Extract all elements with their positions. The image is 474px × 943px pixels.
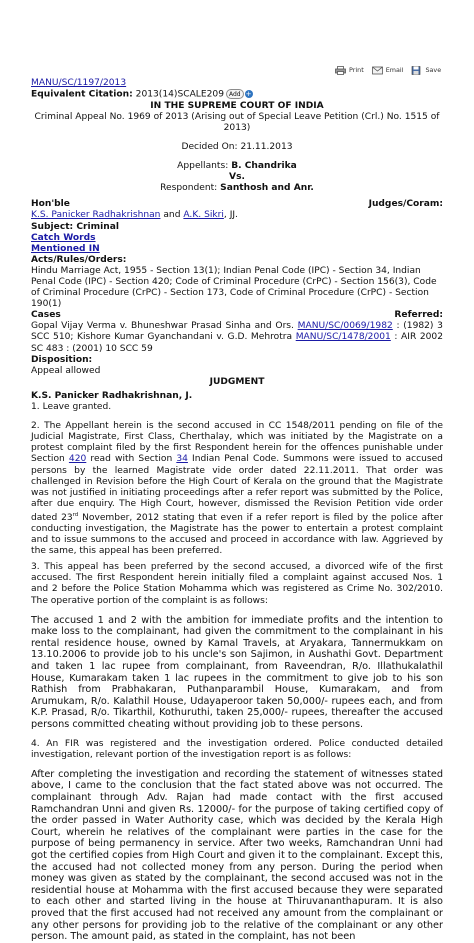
- complaint-quote: The accused 1 and 2 with the ambition for immediate profits and the intention to make loss to the complainant, had given the commitment to the complainant in his rental residence house, owned by Kamal Travels, at Aryakara, Tannermukkam on 13.10.2006 to provide job to his uncle's son Sajimon, in Aushathi Govt. Department and taken 1 lac rupee from complainant, from Raveendran, R/o. Illathukalathil House, Kumarakam taken 1 lac rupees in the commitment to give job to his son Rathish from Prabhakaran, Puthanparambil House, Kumarakam, and from Arumukam, R/o. Kalathil House, Udayaperoor taken 50,000/- rupees each, and from K.P. Prasad, R/o. Tikarthil, Kothuruthi, taken 25,000/- rupees, thereafter the accused persons committed cheating without providing job to these persons.: [31, 614, 443, 730]
- paragraph-4: 4. An FIR was registered and the investigation ordered. Police conducted detailed investigation, relevant portion of the investigation report is as follows:: [31, 738, 443, 760]
- email-label: Email: [385, 66, 404, 74]
- and-text: and: [163, 210, 181, 221]
- acts-label: Acts/Rules/Orders:: [31, 254, 127, 265]
- mentioned-in-link[interactable]: Mentioned IN: [31, 243, 100, 254]
- p2-part-c: Indian Penal Code. Summons were issued to accused persons by the learned Magistrate vide order dated 22.11.2011. That order was challenged in Revision before the High Court of Kerala on the ground that the Magistrate was not justified in initiating proceedings after a refer report was submitted by the Police, after due enquiry. The High Court, however, dismissed the Revision Petition vide order dated 23: [31, 454, 443, 523]
- case1-text: Gopal Vijay Verma v. Bhuneshwar Prasad Sinha and Ors.: [31, 321, 294, 332]
- appellants-line: [31, 161, 443, 172]
- paragraph-2: [31, 421, 443, 557]
- equivalent-citation-label: Equivalent Citation:: [31, 89, 133, 100]
- disposition-value: Appeal allowed: [31, 365, 101, 376]
- paragraph-1: 1. Leave granted.: [31, 402, 112, 413]
- respondent-label: Respondent:: [160, 183, 218, 194]
- judgment-heading: JUDGMENT: [209, 376, 265, 387]
- judges-coram-label: Judges/Coram:: [368, 199, 443, 210]
- add-label: Add: [228, 90, 241, 98]
- case-link-2001[interactable]: MANU/SC/1478/2001: [295, 332, 391, 343]
- judgment-document: [31, 62, 443, 943]
- case1-post: : (1982) 3 SCC 510; Kishore Kumar Gyanchandani v. G.D. Mehrotra: [31, 321, 443, 343]
- cases-referred: [31, 321, 443, 354]
- disposition-label: Disposition:: [31, 354, 93, 365]
- save-label: Save: [425, 66, 442, 74]
- section-34-link[interactable]: 34: [176, 454, 188, 465]
- cases-label: Cases: [31, 310, 61, 321]
- p2-part-d: November, 2012 stating that even if a refer report is filed by the police after conducting investigation, the Magistrate has the power to entertain a protest complaint and to issue summons to the accused and proceed in accordance with law. Aggrieved by the same, this appeal has been preferred.: [31, 512, 443, 557]
- decided-date: Decided On: 21.11.2013: [181, 141, 293, 152]
- paragraph-3: 3. This appeal has been preferred by the second accused, a divorced wife of the first accused. The first Respondent herein initially filed a complaint against accused Nos. 1 and 2 before the Police Station Mohamma which was registered as Crime No. 302/2010. The operative portion of the complaint is as follows:: [31, 562, 443, 606]
- case-link-1982[interactable]: MANU/SC/0069/1982: [297, 321, 393, 332]
- case2-post: : AIR 2002 SC 483 : (2001) 10 SCC 59: [31, 332, 443, 354]
- appellants-name: B. Chandrika: [231, 161, 297, 172]
- judgment-author: K.S. Panicker Radhakrishnan, J.: [31, 390, 193, 401]
- coram-header: [31, 199, 443, 210]
- acts-text: Hindu Marriage Act, 1955 - Section 13(1); Indian Penal Code (IPC) - Section 34, Indian Penal Code (IPC) - Section 420; Code of Criminal Procedure (CrPC) - Section 156(3), Code of Criminal Procedure (CrPC) - Section 173, Code of Criminal Procedure (CrPC) - Section 190(1): [31, 265, 437, 310]
- equivalent-citation-value: 2013(14)SCALE209: [135, 89, 224, 100]
- p2-superscript: rd: [72, 511, 79, 518]
- add-circle-icon[interactable]: +: [245, 90, 252, 99]
- judge-link-radhakrishnan[interactable]: K.S. Panicker Radhakrishnan: [31, 210, 161, 221]
- catch-words-link[interactable]: Catch Words: [31, 232, 96, 243]
- jj-text: , JJ.: [223, 210, 238, 221]
- p2-part-a: 2. The Appellant herein is the second accused in CC 1548/2011 pending on file of the Judicial Magistrate, First Class, Cherthalay, which was initiated by the Magistrate on a protest complaint filed by the first Respondent herein for the offences punishable under Section: [31, 421, 443, 465]
- citation-link[interactable]: MANU/SC/1197/2013: [31, 78, 127, 88]
- judges-line: [31, 210, 443, 221]
- referred-label: Referred:: [394, 310, 443, 321]
- p2-part-b: read with Section: [90, 454, 173, 465]
- investigation-quote: After completing the investigation and recording the statement of witnesses stated above, I came to the conclusion that the fact stated above was not occurred. The complainant through Adv. Rajan had made contact with the first accused Ramchandran Unni and given Rs. 12000/- for the purpose of taking certified copy of the order passed in Water Authority case, which was decided by the Kerala High Court, wherein he relatives of the complainant were parties in the case for the purpose of being permanency in service. After two weeks, Ramchandran Unni had got the certified copies from High Court and given it to the complainant. Except this, the accused had not collected money from any person. During the period when money was given as stated by the complainant, the second accused was not in the residential house at Mohamma with the first accused because they were separated to each other and started living in the house at Thiruvananthapuram. It is also proved that the first accused had not received any amount from the complainant or any other persons for providing job to the relative of the complainant or any other person. The amount paid, as stated in the complaint, has not been: [31, 768, 443, 943]
- subject: Subject: Criminal: [31, 221, 119, 232]
- section-420-link[interactable]: 420: [68, 454, 87, 465]
- court-name: IN THE SUPREME COURT OF INDIA: [150, 100, 324, 111]
- honble-label: Hon'ble: [31, 199, 70, 210]
- respondent-line: [31, 183, 443, 194]
- respondent-name: Santhosh and Anr.: [220, 183, 314, 194]
- cases-header: [31, 310, 443, 321]
- appellants-label: Appellants:: [177, 161, 229, 172]
- print-label: Print: [349, 66, 364, 74]
- appeal-number: Criminal Appeal No. 1969 of 2013 (Arising out of Special Leave Petition (Crl.) No. 1515 of 2013): [34, 111, 440, 133]
- versus: Vs.: [229, 172, 245, 183]
- add-citation-button[interactable]: [226, 89, 244, 99]
- judge-link-sikri[interactable]: A.K. Sikri: [183, 210, 224, 221]
